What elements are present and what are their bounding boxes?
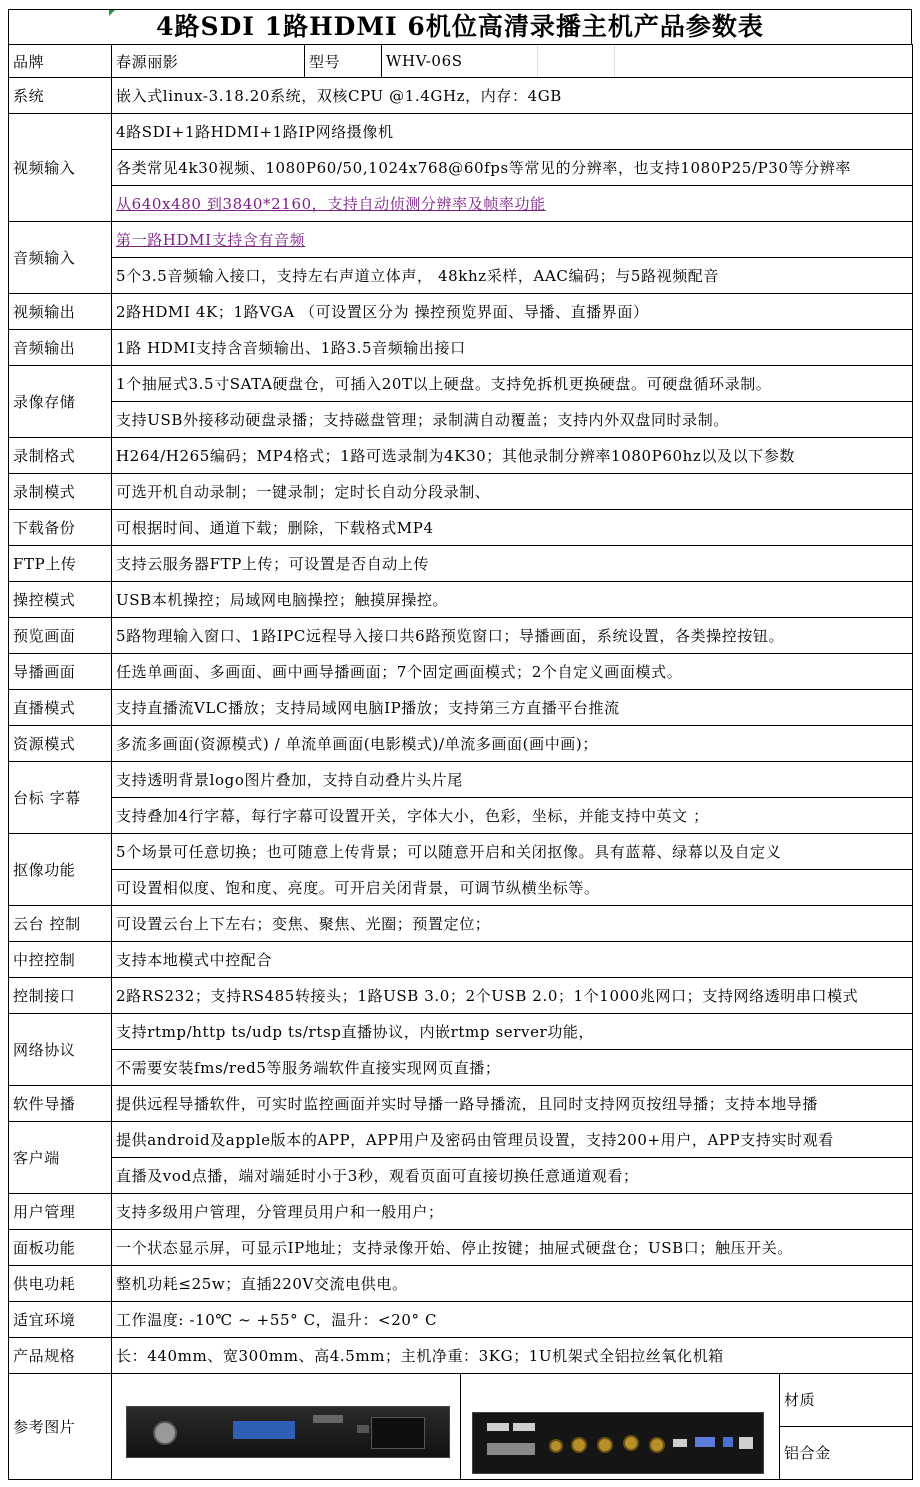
spec-label: 资源模式 (9, 726, 112, 762)
spec-row (9, 546, 913, 582)
spec-row (9, 1194, 913, 1230)
spec-label: 台标 字幕 (9, 762, 112, 834)
spec-label: 中控控制 (9, 942, 112, 978)
spec-table (8, 44, 913, 1374)
spec-label: 适宜环境 (9, 1302, 112, 1338)
spec-row (9, 294, 913, 330)
spec-value: 支持透明背景logo图片叠加，支持自动叠片头片尾 (112, 762, 913, 798)
spec-row (9, 726, 913, 762)
spec-row (9, 654, 913, 690)
spec-label: 网络协议 (9, 1014, 112, 1086)
spec-value: 支持rtmp/http ts/udp ts/rtsp直播协议，内嵌rtmp server功能， (112, 1014, 913, 1050)
spec-value: 1个抽屉式3.5寸SATA硬盘仓，可插入20T以上硬盘。支持免拆机更换硬盘。可硬盘循环录制。 (112, 366, 913, 402)
spec-label: 下载备份 (9, 510, 112, 546)
spec-label: 操控模式 (9, 582, 112, 618)
spec-row (9, 942, 913, 978)
material-label: 材质 (780, 1374, 912, 1427)
spec-label: 抠像功能 (9, 834, 112, 906)
spec-row (9, 150, 913, 186)
reference-table (8, 1373, 913, 1480)
spec-row (9, 222, 913, 258)
spec-row (9, 762, 913, 798)
spec-value: 一个状态显示屏，可显示IP地址；支持录像开始、停止按键；抽屉式硬盘仓；USB口；触压开关。 (112, 1230, 913, 1266)
spec-label: 音频输入 (9, 222, 112, 294)
spec-value: 不需要安装fms/red5等服务端软件直接实现网页直播； (112, 1050, 913, 1086)
spec-value: 支持多级用户管理，分管理员用户和一般用户； (112, 1194, 913, 1230)
cell-marker-icon (109, 10, 115, 16)
spec-value: 各类常见4k30视频、1080P60/50,1024x768@60fps等常见的分辨率，也支持1080P25/P30等分辨率 (112, 150, 913, 186)
brand-label: 品牌 (9, 45, 112, 78)
brand-value: 春源丽影 (112, 45, 305, 78)
spec-value: 任选单画面、多画面、画中画导播画面；7个固定画面模式；2个自定义画面模式。 (112, 654, 913, 690)
spec-value: 直播及vod点播，端对端延时小于3秒，观看页面可直接切换任意通道观看； (112, 1158, 913, 1194)
spec-label: 视频输入 (9, 114, 112, 222)
device-rear-image (472, 1412, 764, 1474)
spec-row (9, 186, 913, 222)
spec-value: 可选开机自动录制；一键录制；定时长自动分段录制、 (112, 474, 913, 510)
spec-row (9, 618, 913, 654)
spec-value: 5路物理输入窗口、1路IPC远程导入接口共6路预览窗口；导播画面，系统设置，各类操控按钮。 (112, 618, 913, 654)
brand-row (9, 45, 913, 78)
spec-label: 面板功能 (9, 1230, 112, 1266)
spec-label: 系统 (9, 78, 112, 114)
reference-row (9, 1374, 913, 1480)
spec-sheet (8, 9, 912, 1480)
spec-value: 整机功耗≤25w；直插220V交流电供电。 (112, 1266, 913, 1302)
spec-value: 4路SDI+1路HDMI+1路IP网络摄像机 (112, 114, 913, 150)
spec-label: 导播画面 (9, 654, 112, 690)
spec-row (9, 438, 913, 474)
spec-label: 云台 控制 (9, 906, 112, 942)
spec-row (9, 1302, 913, 1338)
material-value: 铝合金 (784, 1444, 831, 1462)
spec-label: 预览画面 (9, 618, 112, 654)
spec-value: 支持云服务器FTP上传；可设置是否自动上传 (112, 546, 913, 582)
spec-row (9, 906, 913, 942)
device-front-image (126, 1406, 450, 1458)
spec-row (9, 978, 913, 1014)
spec-label: 控制接口 (9, 978, 112, 1014)
spec-link-text[interactable]: 从640x480 到3840*2160，支持自动侦测分辨率及帧率功能 (112, 186, 913, 222)
reference-label: 参考图片 (9, 1374, 112, 1480)
spec-value: 支持USB外接移动硬盘录播；支持磁盘管理；录制满自动覆盖；支持内外双盘同时录制。 (112, 402, 913, 438)
spec-value: H264/H265编码；MP4格式；1路可选录制为4K30；其他录制分辨率1080P60hz以及以下参数 (112, 438, 913, 474)
model-label: 型号 (305, 45, 382, 78)
spec-value: 5个3.5音频输入接口，支持左右声道立体声， 48khz采样，AAC编码；与5路视频配音 (112, 258, 913, 294)
spec-row (9, 834, 913, 870)
spec-row (9, 474, 913, 510)
spec-row (9, 510, 913, 546)
spec-row (9, 1050, 913, 1086)
spec-label: 音频输出 (9, 330, 112, 366)
spec-label: 用户管理 (9, 1194, 112, 1230)
spec-value: 可根据时间、通道下载；删除，下载格式MP4 (112, 510, 913, 546)
spec-value: 长：440mm、宽300mm、高4.5mm；主机净重：3KG；1U机架式全铝拉丝氧化机箱 (112, 1338, 913, 1374)
spec-value: 可设置云台上下左右；变焦、聚焦、光圈；预置定位； (112, 906, 913, 942)
spec-value: 支持叠加4行字幕，每行字幕可设置开关，字体大小，色彩，坐标，并能支持中英文 ； (112, 798, 913, 834)
spec-label: 供电功耗 (9, 1266, 112, 1302)
spec-row (9, 1230, 913, 1266)
spec-row (9, 1122, 913, 1158)
spec-value: 提供android及apple版本的APP，APP用户及密码由管理员设置，支持200+用户，APP支持实时观看 (112, 1122, 913, 1158)
spec-row (9, 78, 913, 114)
spec-label: 录制模式 (9, 474, 112, 510)
spec-value: 5个场景可任意切换；也可随意上传背景；可以随意开启和关闭抠像。具有蓝幕、绿幕以及自定义 (112, 834, 913, 870)
spec-row (9, 258, 913, 294)
spec-value: 支持直播流VLC播放；支持局域网电脑IP播放；支持第三方直播平台推流 (112, 690, 913, 726)
spec-row (9, 114, 913, 150)
spec-value: 2路HDMI 4K；1路VGA （可设置区分为 操控预览界面、导播、直播界面） (112, 294, 913, 330)
spec-value: 支持本地模式中控配合 (112, 942, 913, 978)
spec-value: 工作温度: -10℃ ~ +55° C，温升：<20° C (112, 1302, 913, 1338)
spec-row (9, 1086, 913, 1122)
spec-label: 产品规格 (9, 1338, 112, 1374)
spec-label: 录像存储 (9, 366, 112, 438)
spec-row (9, 366, 913, 402)
spec-value: 可设置相似度、饱和度、亮度。可开启关闭背景，可调节纵横坐标等。 (112, 870, 913, 906)
spec-row (9, 690, 913, 726)
spec-row (9, 330, 913, 366)
spec-label: 直播模式 (9, 690, 112, 726)
spec-value: 1路 HDMI支持含音频输出、1路3.5音频输出接口 (112, 330, 913, 366)
spec-label: 客户端 (9, 1122, 112, 1194)
sheet-title: 4路SDI 1路HDMI 6机位高清录播主机产品参数表 (8, 9, 912, 44)
spec-value: USB本机操控；局域网电脑操控；触摸屏操控。 (112, 582, 913, 618)
spec-row (9, 1014, 913, 1050)
spec-row (9, 1338, 913, 1374)
spec-row (9, 798, 913, 834)
spec-value: 多流多画面(资源模式) / 单流单画面(电影模式)/单流多画面(画中画)； (112, 726, 913, 762)
spec-value: 嵌入式linux-3.18.20系统，双核CPU @1.4GHz，内存：4GB (112, 78, 913, 114)
spec-label: 软件导播 (9, 1086, 112, 1122)
model-value: WHV-06S (382, 45, 913, 78)
spec-row (9, 1266, 913, 1302)
spec-value: 2路RS232；支持RS485转接头；1路USB 3.0；2个USB 2.0；1个1000兆网口；支持网络透明串口模式 (112, 978, 913, 1014)
spec-row (9, 870, 913, 906)
spec-row (9, 402, 913, 438)
material-box (779, 1374, 912, 1479)
spec-label: 视频输出 (9, 294, 112, 330)
spec-row (9, 1158, 913, 1194)
spec-value: 提供远程导播软件，可实时监控画面并实时导播一路导播流，且同时支持网页按纽导播；支持本地导播 (112, 1086, 913, 1122)
spec-label: FTP上传 (9, 546, 112, 582)
spec-row (9, 582, 913, 618)
spec-label: 录制格式 (9, 438, 112, 474)
spec-link-text[interactable]: 第一路HDMI支持含有音频 (112, 222, 913, 258)
